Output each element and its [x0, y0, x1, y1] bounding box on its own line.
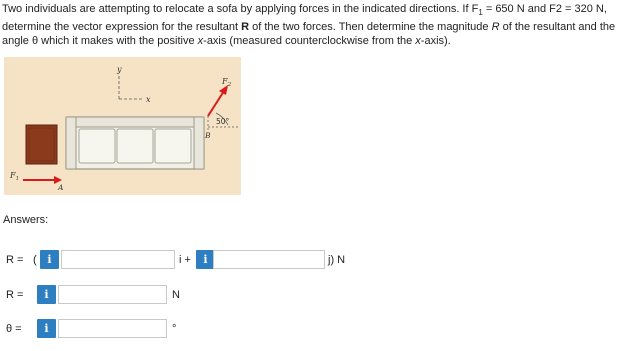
magnitude-unit: N [172, 289, 180, 301]
problem-text-1: Two individuals are attempting to relocate a sofa by applying forces in the indicated directions. If F [2, 3, 479, 15]
resultant-magnitude-input[interactable] [58, 285, 167, 304]
resultant-magnitude-row [0, 284, 624, 306]
f2-label: $F_2$ [222, 77, 232, 88]
resultant-magnitude-symbol: R [491, 21, 500, 34]
open-paren: ( [33, 254, 37, 266]
resultant-magnitude-label: R = [6, 289, 24, 301]
problem-text-5: -axis (measured counterclockwise from the [203, 35, 416, 48]
resultant-vector-label: R = [6, 254, 24, 266]
resultant-vector-symbol: R [241, 21, 250, 34]
x-axis-symbol-2: x [415, 35, 421, 48]
x-axis-label: x [146, 95, 151, 104]
point-a-label: A [58, 183, 64, 192]
problem-text-2: = 650 N and F2 = 320 N, determine the vector expression for the resultant [2, 3, 607, 34]
resultant-j-component-input[interactable] [213, 250, 325, 269]
angle-unit: ° [172, 323, 177, 335]
i-unit-label: i + [179, 254, 191, 266]
angle-theta-input[interactable] [58, 319, 167, 338]
info-icon[interactable]: i [40, 250, 59, 269]
sofa [66, 117, 204, 169]
resultant-i-component-input[interactable] [61, 250, 175, 269]
problem-text-3: of the two forces. Then determine the magnitude [249, 21, 492, 34]
info-icon[interactable]: i [196, 250, 215, 269]
x-axis-symbol-1: x [197, 35, 204, 48]
sofa-figure [4, 57, 241, 195]
f1-label: $F_1$ [10, 171, 20, 182]
problem-text-6: -axis). [420, 35, 451, 48]
problem-text-4: of the resultant and the angle θ which it makes with the positive [2, 21, 616, 48]
angle-row [0, 318, 624, 340]
info-icon[interactable]: i [37, 285, 56, 304]
side-table [26, 125, 57, 164]
resultant-vector-row [0, 249, 624, 271]
angle-label: 50° [216, 117, 230, 126]
f1-subscript: 1 [478, 8, 483, 18]
problem-statement [2, 2, 620, 48]
answers-heading: Answers: [3, 214, 49, 226]
j-unit-label: j) N [328, 254, 346, 266]
angle-theta-label: θ = [6, 323, 22, 335]
info-icon[interactable]: i [37, 319, 56, 338]
point-b-label: B [205, 131, 211, 140]
y-axis-label: y [117, 65, 122, 74]
